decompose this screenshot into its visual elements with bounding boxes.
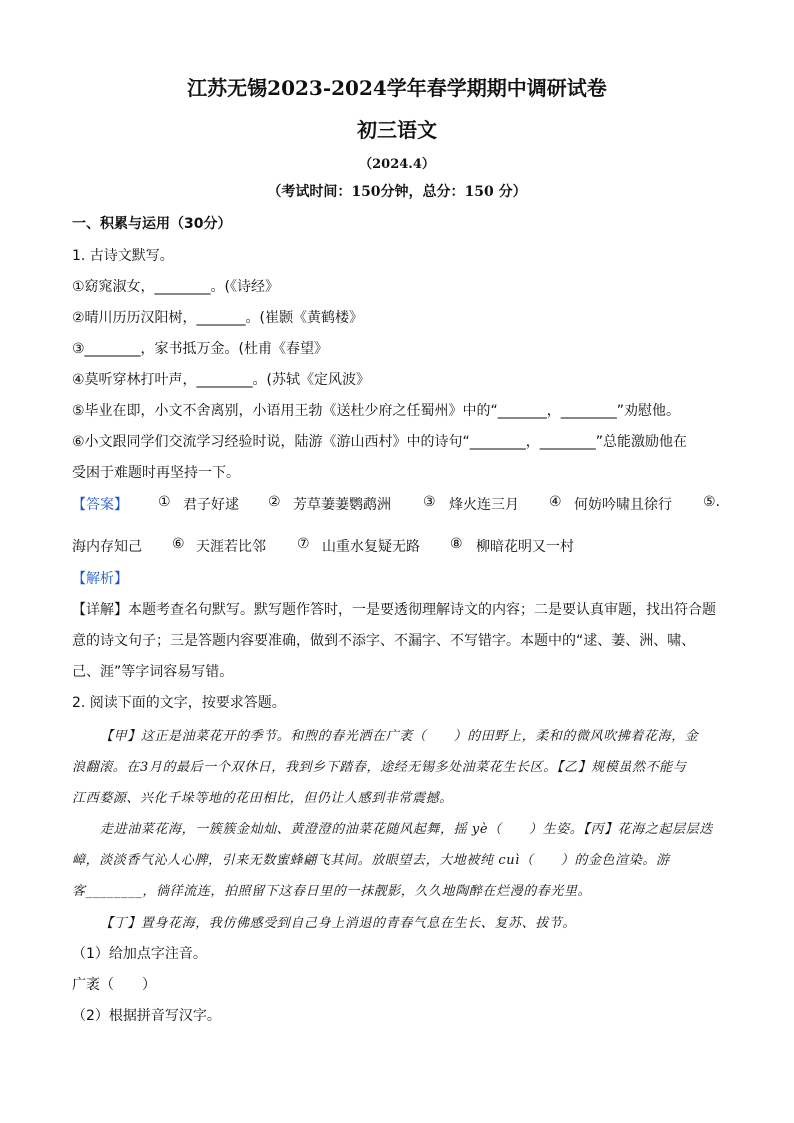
q1-item-6-cont: 受困于难题时再坚持一下。 — [72, 465, 240, 481]
answer-num-5: ⑤. — [703, 494, 721, 510]
exam-time-info: （考试时间：150分钟，总分：150 分） — [267, 184, 527, 200]
answer-num-6: ⑥ — [172, 536, 185, 552]
answer-text-4: 何妨吟啸且徐行 — [574, 497, 672, 513]
answer-text-6: 天涯若比邻 — [196, 539, 266, 555]
q1-item-4: ④莫听穿林打叶声，________。(苏轼《定风波》 — [72, 372, 371, 388]
question-1-stem: 1. 古诗文默写。 — [72, 248, 174, 264]
answer-num-4: ④ — [549, 494, 562, 510]
answer-num-2: ② — [268, 494, 281, 510]
exam-title: 江苏无锡2023-2024学年春学期期中调研试卷 — [187, 76, 607, 100]
answer-text-2: 芳草萋萋鹦鹉洲 — [293, 497, 391, 513]
answer-text-1: 君子好逑 — [183, 497, 239, 513]
answer-num-1: ① — [158, 494, 171, 510]
answer-num-8: ⑧ — [450, 536, 463, 552]
passage-line-6: 客________，徜徉流连，拍照留下这春日里的一抹靓影，久久地陶醉在烂漫的春光里。 — [72, 884, 592, 899]
q2-sub-2: （2）根据拼音写汉字。 — [72, 1008, 221, 1024]
q1-item-6: ⑥小文跟同学们交流学习经验时说，陆游《游山西村》中的诗句“________，________”总能激励他在 — [72, 434, 688, 450]
section-heading: 一、积累与运用（30分） — [72, 216, 232, 232]
passage-line-7: 【丁】置身花海，我仿佛感受到自己身上消退的青春气息在生长、复苏、拔节。 — [100, 916, 577, 931]
analysis-line-3: 己、涯”等字词容易写错。 — [72, 664, 234, 680]
answer-num-3: ③ — [423, 494, 436, 510]
subject-title: 初三语文 — [357, 118, 437, 142]
q1-item-3: ③________，家书抵万金。(杜甫《春望》 — [72, 341, 329, 357]
answer-text-5: 海内存知己 — [72, 539, 142, 555]
question-2-stem: 2. 阅读下面的文字，按要求答题。 — [72, 695, 286, 711]
passage-line-1: 【甲】这正是油菜花开的季节。和煦的春光洒在广袤（ ）的田野上，柔和的微风吹拂着花海，金 — [100, 729, 699, 744]
analysis-line-2: 意的诗文句子；三是答题内容要准确，做到不添字、不漏字、不写错字。本题中的“逑、萋、洲、啸、 — [72, 633, 696, 649]
passage-line-3: 江西婺源、兴化千垛等地的花田相比，但仍让人感到非常震撼。 — [72, 791, 453, 806]
q1-item-2: ②晴川历历汉阳树，_______。(崔颢《黄鹤楼》 — [72, 310, 364, 326]
passage-line-5: 嶂，淡淡香气沁人心脾，引来无数蜜蜂翩飞其间。放眼望去，大地被纯 cuì（ ）的金色渲染。游 — [72, 853, 670, 868]
passage-line-2: 浪翻滚。在3月的最后一个双休日，我到乡下踏春，途经无锡多处油菜花生长区。【乙】规模虽然不能与 — [72, 760, 687, 775]
answer-text-8: 柳暗花明又一村 — [476, 539, 574, 555]
answer-tag: 【答案】 — [72, 497, 128, 513]
exam-date: （2024.4） — [359, 157, 435, 172]
q2-sub-1-blank: 广袤（ ） — [72, 977, 156, 993]
analysis-tag: 【解析】 — [72, 571, 128, 587]
q1-item-5: ⑤毕业在即，小文不舍离别，小语用王勃《送杜少府之任蜀州》中的“_______，________”劝慰他。 — [72, 403, 681, 419]
q2-sub-1: （1）给加点字注音。 — [72, 946, 207, 962]
answer-text-7: 山重水复疑无路 — [322, 539, 420, 555]
analysis-line-1: 【详解】本题考查名句默写。默写题作答时，一是要透彻理解诗文的内容；二是要认真审题，找出符合题 — [72, 602, 716, 618]
answer-num-7: ⑦ — [297, 536, 310, 552]
passage-line-4: 走进油菜花海，一簇簇金灿灿、黄澄澄的油菜花随风起舞，摇 yè（ ）生姿。【丙】花海之起层层迭 — [100, 822, 713, 837]
q1-item-1: ①窈窕淑女，________。(《诗经》 — [72, 279, 280, 295]
answer-text-3: 烽火连三月 — [449, 497, 519, 513]
